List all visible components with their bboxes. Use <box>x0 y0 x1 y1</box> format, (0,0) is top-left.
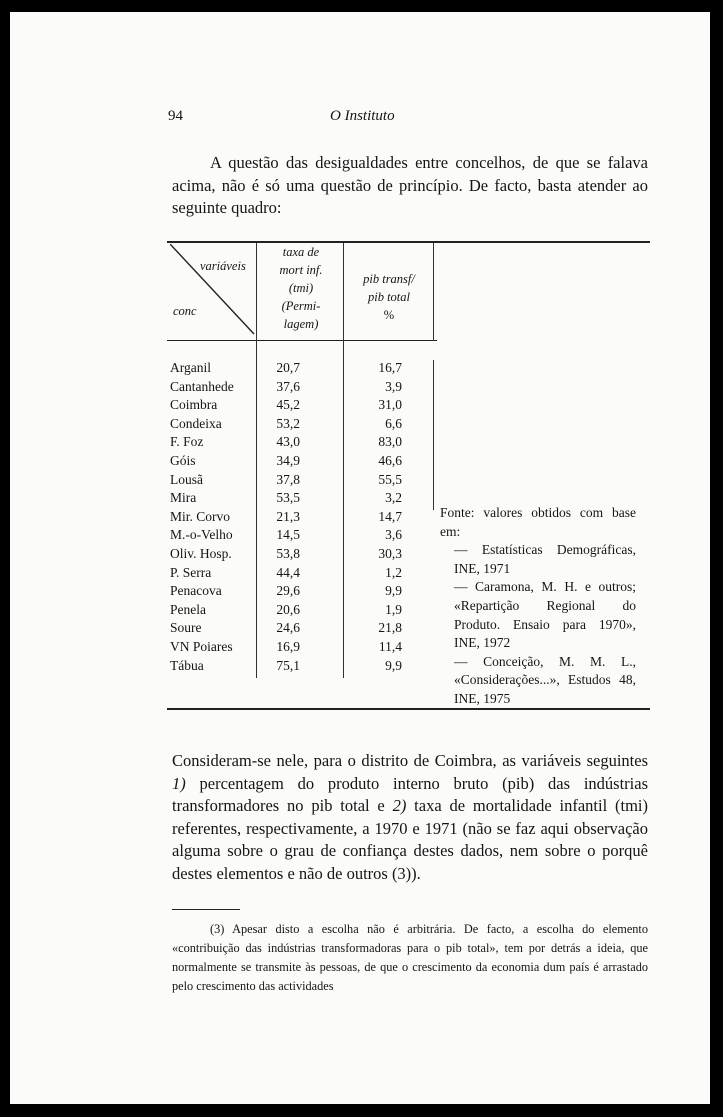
source-item: — Estatísticas Demográficas, INE, 1971 <box>454 542 636 576</box>
pib-cell: 16,7 <box>378 360 402 375</box>
tmi-cell: 44,4 <box>276 564 300 580</box>
tmi-cell: 24,6 <box>276 620 300 636</box>
table-header-rule <box>167 340 437 341</box>
col-header-pib-line: pib total <box>367 290 411 304</box>
tmi-cell: 20,7 <box>276 360 300 375</box>
table-row: Mira <box>170 490 197 506</box>
pib-cell: 31,0 <box>378 397 402 413</box>
body-enum-1: 1) <box>172 773 186 793</box>
table-row: M.-o-Velho <box>170 527 233 543</box>
pib-cell: 3,9 <box>385 378 402 394</box>
table-col-divider-3-lower <box>433 360 434 510</box>
tmi-cell: 37,8 <box>276 471 300 487</box>
table-row: Cantanhede <box>170 378 234 394</box>
col-header-pib <box>344 270 434 324</box>
corner-label-variables: variáveis <box>200 259 246 273</box>
pib-column <box>358 359 402 675</box>
col-header-pib-line: % <box>383 308 395 322</box>
pib-cell: 21,8 <box>378 620 402 636</box>
running-title: O Instituto <box>330 108 395 124</box>
scanned-page <box>10 12 710 1104</box>
table-row: Soure <box>170 620 202 636</box>
tmi-cell: 75,1 <box>276 657 300 673</box>
tmi-cell: 14,5 <box>276 527 300 543</box>
pib-cell: 6,6 <box>385 415 402 431</box>
table-row: Oliv. Hosp. <box>170 545 232 561</box>
tmi-cell: 43,0 <box>276 434 300 450</box>
table-row: P. Serra <box>170 564 212 580</box>
intro-paragraph: A questão das desigualdades entre concelhos, de que se falava acima, não é só uma questão de princípio. De facto, basta atender ao seguinte quadro: <box>172 153 648 217</box>
tmi-cell: 20,6 <box>276 601 300 617</box>
conc-column <box>170 359 234 675</box>
pib-cell: 55,5 <box>378 471 402 487</box>
footnote-rule <box>172 909 240 910</box>
pib-cell: 11,4 <box>378 638 402 654</box>
tmi-cell: 34,9 <box>276 452 300 468</box>
tmi-cell: 53,2 <box>276 415 300 431</box>
body-paragraph <box>172 750 648 885</box>
table-col-divider-1 <box>256 243 257 678</box>
table-top-rule <box>167 241 650 243</box>
pib-cell: 30,3 <box>378 545 402 561</box>
body-text-part: percentagem do produto interno bruto (pib) das indústrias transformadores no pib total e <box>172 773 648 815</box>
table-row: Coimbra <box>170 397 218 413</box>
source-item: — Conceição, M. M. L., «Considerações...», Estudos 48, INE, 1975 <box>454 653 636 706</box>
col-header-tmi-line: taxa de <box>282 245 320 259</box>
table-row: Lousã <box>170 471 203 487</box>
pib-cell: 83,0 <box>378 434 402 450</box>
source-intro: Fonte: valores obtidos com base em: <box>440 505 636 539</box>
table-source-note <box>440 504 636 709</box>
pib-cell: 46,6 <box>378 452 402 468</box>
body-enum-2: 2) <box>392 796 407 815</box>
tmi-cell: 29,6 <box>276 583 300 599</box>
tmi-cell: 37,6 <box>276 378 300 394</box>
col-header-tmi-line: (tmi) <box>288 281 314 295</box>
pib-cell: 1,2 <box>385 564 402 580</box>
table-row: Tábua <box>170 657 204 673</box>
corner-label-conc: conc <box>173 304 197 318</box>
table-row: Penela <box>170 601 206 617</box>
tmi-cell: 45,2 <box>276 397 300 413</box>
page-number: 94 <box>168 108 183 124</box>
pib-cell: 3,2 <box>385 490 402 506</box>
table-row: Penacova <box>170 583 222 599</box>
pib-cell: 3,6 <box>385 527 402 543</box>
table-row: F. Foz <box>170 434 204 450</box>
table-row: Mir. Corvo <box>170 508 231 524</box>
tmi-cell: 53,8 <box>276 545 300 561</box>
table-row: Condeixa <box>170 415 222 431</box>
pib-cell: 9,9 <box>385 583 402 599</box>
table-row: Arganil <box>170 360 211 375</box>
col-header-pib-line: pib transf/ <box>363 272 415 286</box>
col-header-tmi-line: lagem) <box>283 317 319 331</box>
tmi-cell: 16,9 <box>276 638 300 654</box>
tmi-column <box>260 359 300 675</box>
table-row: VN Poiares <box>170 638 233 654</box>
source-item: — Caramona, M. H. e outros; «Repartição Regional do Produto. Ensaio para 1970», INE, 1972 <box>454 579 636 651</box>
col-header-tmi <box>258 243 344 333</box>
tmi-cell: 21,3 <box>276 508 300 524</box>
pib-cell: 9,9 <box>385 657 402 673</box>
col-header-tmi-line: mort inf. <box>279 263 323 277</box>
body-text-part: Consideram-se nele, para o distrito de Coimbra, as variáveis seguintes <box>172 751 648 770</box>
body-text-part: taxa de mortalidade infantil (tmi) referentes, respectivamente, a 1970 e 1971 (não se faz aqui observação alguma sobre o grau de confiança destes dados, nem sobre o porquê destes elementos e não de outros (3)). <box>172 796 648 883</box>
pib-cell: 14,7 <box>378 508 402 524</box>
col-header-tmi-line: (Permi- <box>281 299 321 313</box>
tmi-cell: 53,5 <box>276 490 300 506</box>
pib-cell: 1,9 <box>385 601 402 617</box>
table-row: Góis <box>170 452 196 468</box>
footnote: (3) Apesar disto a escolha não é arbitrária. De facto, a escolha do elemento «contribuição das indústrias transformadoras para o pib total», tem por detrás a ideia, que normalmente se transmite às pessoas, de que o crescimento da economia dum país é arrastado pelo crescimento das actividades <box>172 922 648 993</box>
